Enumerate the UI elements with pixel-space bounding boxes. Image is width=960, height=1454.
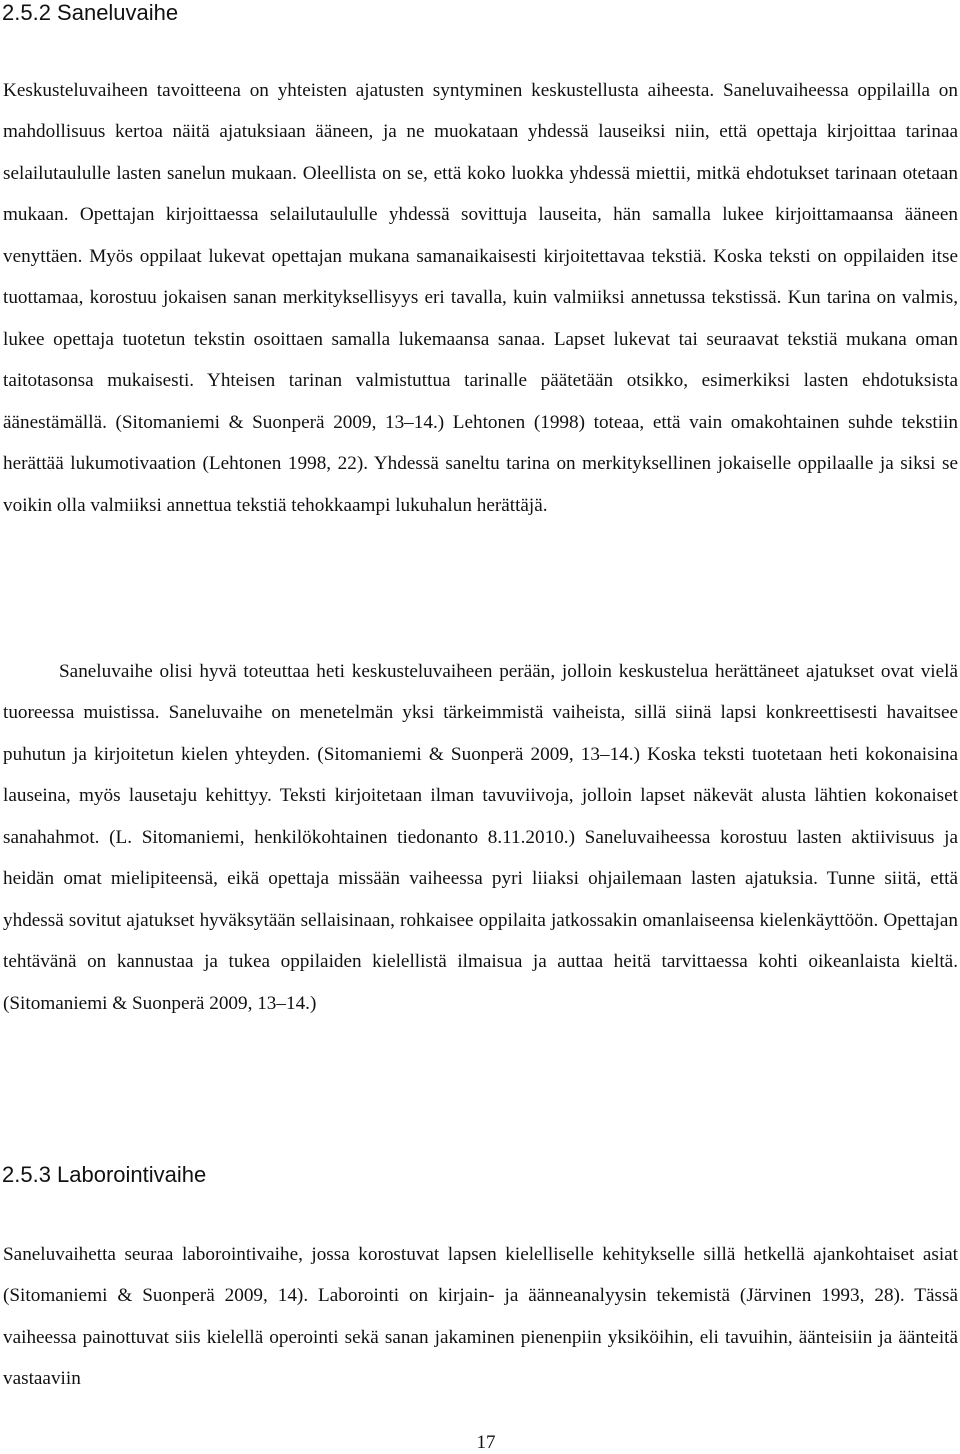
page-number: 17 [476, 1432, 496, 1453]
body-paragraph: Keskusteluvaiheen tavoitteena on yhteisten ajatusten syntyminen keskustellusta aiheesta. Saneluvaiheessa oppilailla on mahdollisuus kertoa näitä ajatuksiaan ääneen, ja ne muokataan yhdessä lauseiksi niin, että opettaja kirjoittaa tarinaa selailutaululle lasten sanelun mukaan. Oleellista on se, että koko luokka yhdessä miettii, mitkä ehdotukset tarinaan otetaan mukaan. Opettajan kirjoittaessa selailutaululle yhdessä sovittuja lauseita, hän samalla lukee kirjoittamaansa ääneen venyttäen. Myös oppilaat lukevat opettajan mukana samanaikaisesti kirjoitettavaa tekstiä. Koska teksti on oppilaiden itse tuottamaa, korostuu jokaisen sanan merkityksellisyys eri tavalla, kuin valmiiksi annetussa tekstissä. Kun tarina on valmis, lukee opettaja tuotetun tekstin osoittaen samalla lukemaansa sanaa. Lapset lukevat tai seuraavat tekstiä mukana oman taitotasonsa mukaisesti. Yhteisen tarinan valmistuttua tarinalle päätetään otsikko, esimerkiksi lasten ehdotuksista äänestämällä. (Sitomaniemi & Suonperä 2009, 13–14.) Lehtonen (1998) toteaa, että vain omakohtainen suhde tekstiin herättää lukumotivaation (Lehtonen 1998, 22). Yhdessä saneltu tarina on merkityksellinen jokaiselle oppilaalle ja siksi se voikin olla valmiiksi annettua tekstiä tehokkaampi lukuhalun herättäjä. [3, 80, 958, 516]
body-paragraph: Saneluvaihe olisi hyvä toteuttaa heti keskusteluvaiheen perään, jolloin keskustelua herättäneet ajatukset ovat vielä tuoreessa muistissa. Saneluvaihe on menetelmän yksi tärkeimmistä vaiheista, sillä siinä lapsi konkreettisesti havaitsee puhutun ja kirjoitetun kielen yhteyden. (Sitomaniemi & Suonperä 2009, 13–14.) Koska teksti tuotetaan heti kokonaisina lauseina, myös lausetaju kehittyy. Teksti kirjoitetaan ilman tavuviivoja, jolloin lapset näkevät alusta lähtien kokonaiset sanahahmot. (L. Sitomaniemi, henkilökohtainen tiedonanto 8.11.2010.) Saneluvaiheessa korostuu lasten aktiivisuus ja heidän omat mielipiteensä, eikä opettaja missään vaiheessa pyri liiaksi ohjailemaan lasten ajatuksia. Tunne siitä, että yhdessä sovitut ajatukset hyväksytään sellaisinaan, rohkaisee oppilaita jatkossakin omanlaiseensa kielenkäyttöön. Opettajan tehtävänä on kannustaa ja tukea oppilaiden kielellistä ilmaisua ja auttaa heitä tarvittaessa kohti oikeanlaista kieltä. (Sitomaniemi & Suonperä 2009, 13–14.) [3, 661, 958, 1014]
section-heading-laborointivaihe: 2.5.3 Laborointivaihe [2, 1162, 207, 1187]
body-paragraph: Saneluvaihetta seuraa laborointivaihe, jossa korostuvat lapsen kielelliselle kehitykselle sillä hetkellä ajankohtaiset asiat (Sitomaniemi & Suonperä 2009, 14). Laborointi on kirjain- ja äänneanalyysin tekemistä (Järvinen 1993, 28). Tässä vaiheessa painottuvat siis kielellä operointi sekä sanan jakaminen pienenpiin yksiköihin, eli tavuihin, äänteisiin ja äänteitä vastaaviin [3, 1244, 958, 1390]
section-heading-saneluvaihe: 2.5.2 Saneluvaihe [2, 0, 179, 25]
